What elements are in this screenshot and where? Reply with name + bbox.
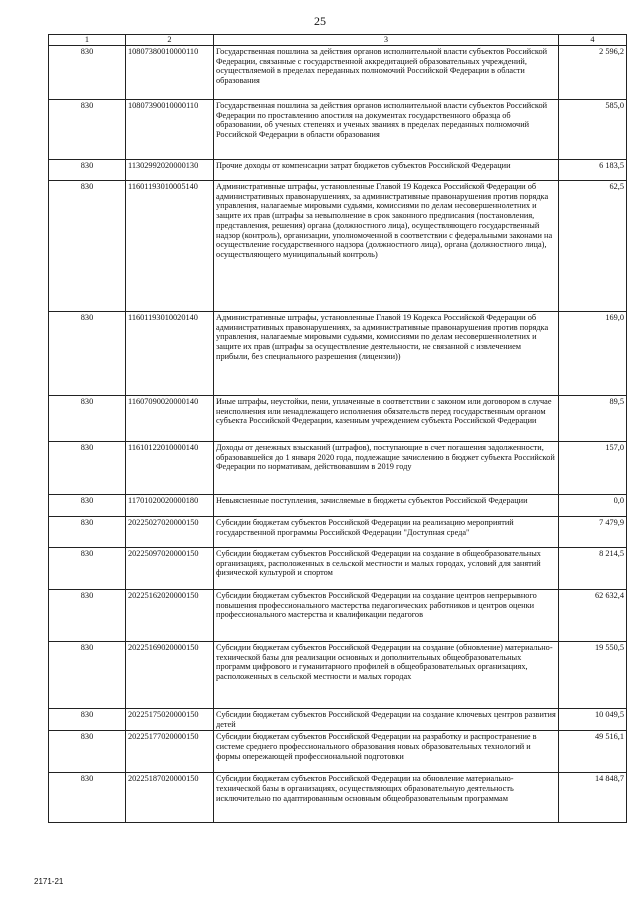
admin-code-cell: 830 (49, 311, 126, 395)
revenue-name-cell: Субсидии бюджетам субъектов Российской Федерации на разработку и распространение в системе среднего профессионального образования новых образовательных технологий и формы опережающей профессиональной подготовки (214, 731, 559, 773)
amount-cell: 157,0 (559, 441, 627, 494)
admin-code-cell: 830 (49, 494, 126, 516)
admin-code-cell: 830 (49, 516, 126, 547)
table-row (49, 311, 627, 395)
admin-code-cell: 830 (49, 589, 126, 641)
revenue-name-cell: Доходы от денежных взысканий (штрафов), поступающие в счет погашения задолженности, образовавшейся до 1 января 2020 года, подлежащие зачислению в бюджет субъекта Российской Федерации по нормативам, действовавшим в 2019 году (214, 441, 559, 494)
admin-code-cell: 830 (49, 731, 126, 773)
admin-code-cell: 830 (49, 395, 126, 441)
kbk-code-cell: 20225169020000150 (126, 641, 214, 708)
admin-code-cell: 830 (49, 99, 126, 159)
kbk-code-cell: 20225187020000150 (126, 773, 214, 823)
document-code: 2171-21 (34, 877, 64, 886)
column-header-2: 2 (126, 35, 214, 46)
revenue-name-cell: Субсидии бюджетам субъектов Российской Федерации на реализацию мероприятий государственной программы Российской Федерации "Доступная среда" (214, 516, 559, 547)
amount-cell: 169,0 (559, 311, 627, 395)
amount-cell: 89,5 (559, 395, 627, 441)
column-header-4: 4 (559, 35, 627, 46)
table-row (49, 773, 627, 823)
amount-cell: 19 550,5 (559, 641, 627, 708)
table-row (49, 731, 627, 773)
admin-code-cell: 830 (49, 708, 126, 731)
amount-cell: 14 848,7 (559, 773, 627, 823)
table-row (49, 45, 627, 99)
amount-cell: 49 516,1 (559, 731, 627, 773)
kbk-code-cell: 20225162020000150 (126, 589, 214, 641)
revenue-name-cell: Государственная пошлина за действия органов исполнительной власти субъектов Российской Федерации, связанные с государственной аккредитацией образовательных учреждений, осуществляемой в пределах переданных полномочий Российской Федерации в области образования (214, 45, 559, 99)
table-row (49, 641, 627, 708)
revenue-name-cell: Субсидии бюджетам субъектов Российской Федерации на создание центров непрерывного повышения профессионального мастерства педагогических работников и центров оценки профессионального мастерства и квалификации педагогов (214, 589, 559, 641)
kbk-code-cell: 20225177020000150 (126, 731, 214, 773)
revenue-name-cell: Субсидии бюджетам субъектов Российской Федерации на создание (обновление) материально-технической базы для реализации основных и дополнительных общеобразовательных программ цифрового и гуманитарного профилей в общеобразовательных организациях, расположенных в сельской местности и малых городах (214, 641, 559, 708)
admin-code-cell: 830 (49, 45, 126, 99)
table-row (49, 708, 627, 731)
amount-cell: 6 183,5 (559, 159, 627, 180)
amount-cell: 62 632,4 (559, 589, 627, 641)
kbk-code-cell: 11610122010000140 (126, 441, 214, 494)
table-row (49, 441, 627, 494)
admin-code-cell: 830 (49, 159, 126, 180)
kbk-code-cell: 11302992020000130 (126, 159, 214, 180)
revenue-name-cell: Субсидии бюджетам субъектов Российской Федерации на обновление материально-технической базы в организациях, осуществляющих образовательную деятельность исключительно по адаптированным основным общеобразовательным программам (214, 773, 559, 823)
table-row (49, 395, 627, 441)
table-row (49, 589, 627, 641)
admin-code-cell: 830 (49, 180, 126, 311)
table-header-row (49, 35, 627, 46)
revenue-name-cell: Субсидии бюджетам субъектов Российской Федерации на создание ключевых центров развития детей (214, 708, 559, 731)
admin-code-cell: 830 (49, 441, 126, 494)
kbk-code-cell: 11701020020000180 (126, 494, 214, 516)
amount-cell: 0,0 (559, 494, 627, 516)
admin-code-cell: 830 (49, 773, 126, 823)
table-row (49, 547, 627, 589)
column-header-3: 3 (214, 35, 559, 46)
admin-code-cell: 830 (49, 547, 126, 589)
table-row (49, 159, 627, 180)
kbk-code-cell: 20225175020000150 (126, 708, 214, 731)
kbk-code-cell: 11601193010005140 (126, 180, 214, 311)
amount-cell: 2 596,2 (559, 45, 627, 99)
revenue-name-cell: Административные штрафы, установленные Главой 19 Кодекса Российской Федерации об административных правонарушениях, за административные правонарушения против порядка управления, налагаемые мировыми судьями, комиссиями по делам несовершеннолетних и защите их прав (штрафы за невыполнение в срок законного предписания (постановления, представления, решения) органа (должностного лица), осуществляющего государственный надзор (контроль), организации, уполномоченной в соответствии с федеральными законами на осуществление государственного надзора (должностного лица), органа (должностного лица), осуществляющего муниципальный контроль) (214, 180, 559, 311)
table-row (49, 180, 627, 311)
kbk-code-cell: 20225027020000150 (126, 516, 214, 547)
revenue-name-cell: Прочие доходы от компенсации затрат бюджетов субъектов Российской Федерации (214, 159, 559, 180)
kbk-code-cell: 10807390010000110 (126, 99, 214, 159)
revenue-name-cell: Государственная пошлина за действия органов исполнительной власти субъектов Российской Федерации по проставлению апостиля на документах государственного образца об образовании, об ученых степенях и ученых званиях в пределах переданных полномочий Российской Федерации в области образования (214, 99, 559, 159)
amount-cell: 8 214,5 (559, 547, 627, 589)
revenue-name-cell: Административные штрафы, установленные Главой 19 Кодекса Российской Федерации об административных правонарушениях, за административные правонарушения против порядка управления, налагаемые мировыми судьями, комиссиями по делам несовершеннолетних и защите их прав (штрафы за осуществление деятельности, не связанной с извлечением прибыли, без специального разрешения (лицензии)) (214, 311, 559, 395)
table-row (49, 516, 627, 547)
kbk-code-cell: 11601193010020140 (126, 311, 214, 395)
amount-cell: 10 049,5 (559, 708, 627, 731)
column-header-1: 1 (49, 35, 126, 46)
admin-code-cell: 830 (49, 641, 126, 708)
kbk-code-cell: 10807380010000110 (126, 45, 214, 99)
table-row (49, 99, 627, 159)
kbk-code-cell: 20225097020000150 (126, 547, 214, 589)
page-number: 25 (314, 14, 326, 28)
revenue-name-cell: Невыясненные поступления, зачисляемые в бюджеты субъектов Российской Федерации (214, 494, 559, 516)
revenue-name-cell: Иные штрафы, неустойки, пени, уплаченные в соответствии с законом или договором в случае неисполнения или ненадлежащего исполнения обязательств перед государственным органом субъекта Российской Федерации, казенным учреждением субъекта Российской Федерации (214, 395, 559, 441)
table-row (49, 494, 627, 516)
budget-revenue-table (48, 34, 627, 823)
kbk-code-cell: 11607090020000140 (126, 395, 214, 441)
amount-cell: 7 479,9 (559, 516, 627, 547)
revenue-name-cell: Субсидии бюджетам субъектов Российской Федерации на создание в общеобразовательных организациях, расположенных в сельской местности и малых городах, условий для занятий физической культурой и спортом (214, 547, 559, 589)
amount-cell: 62,5 (559, 180, 627, 311)
amount-cell: 585,0 (559, 99, 627, 159)
